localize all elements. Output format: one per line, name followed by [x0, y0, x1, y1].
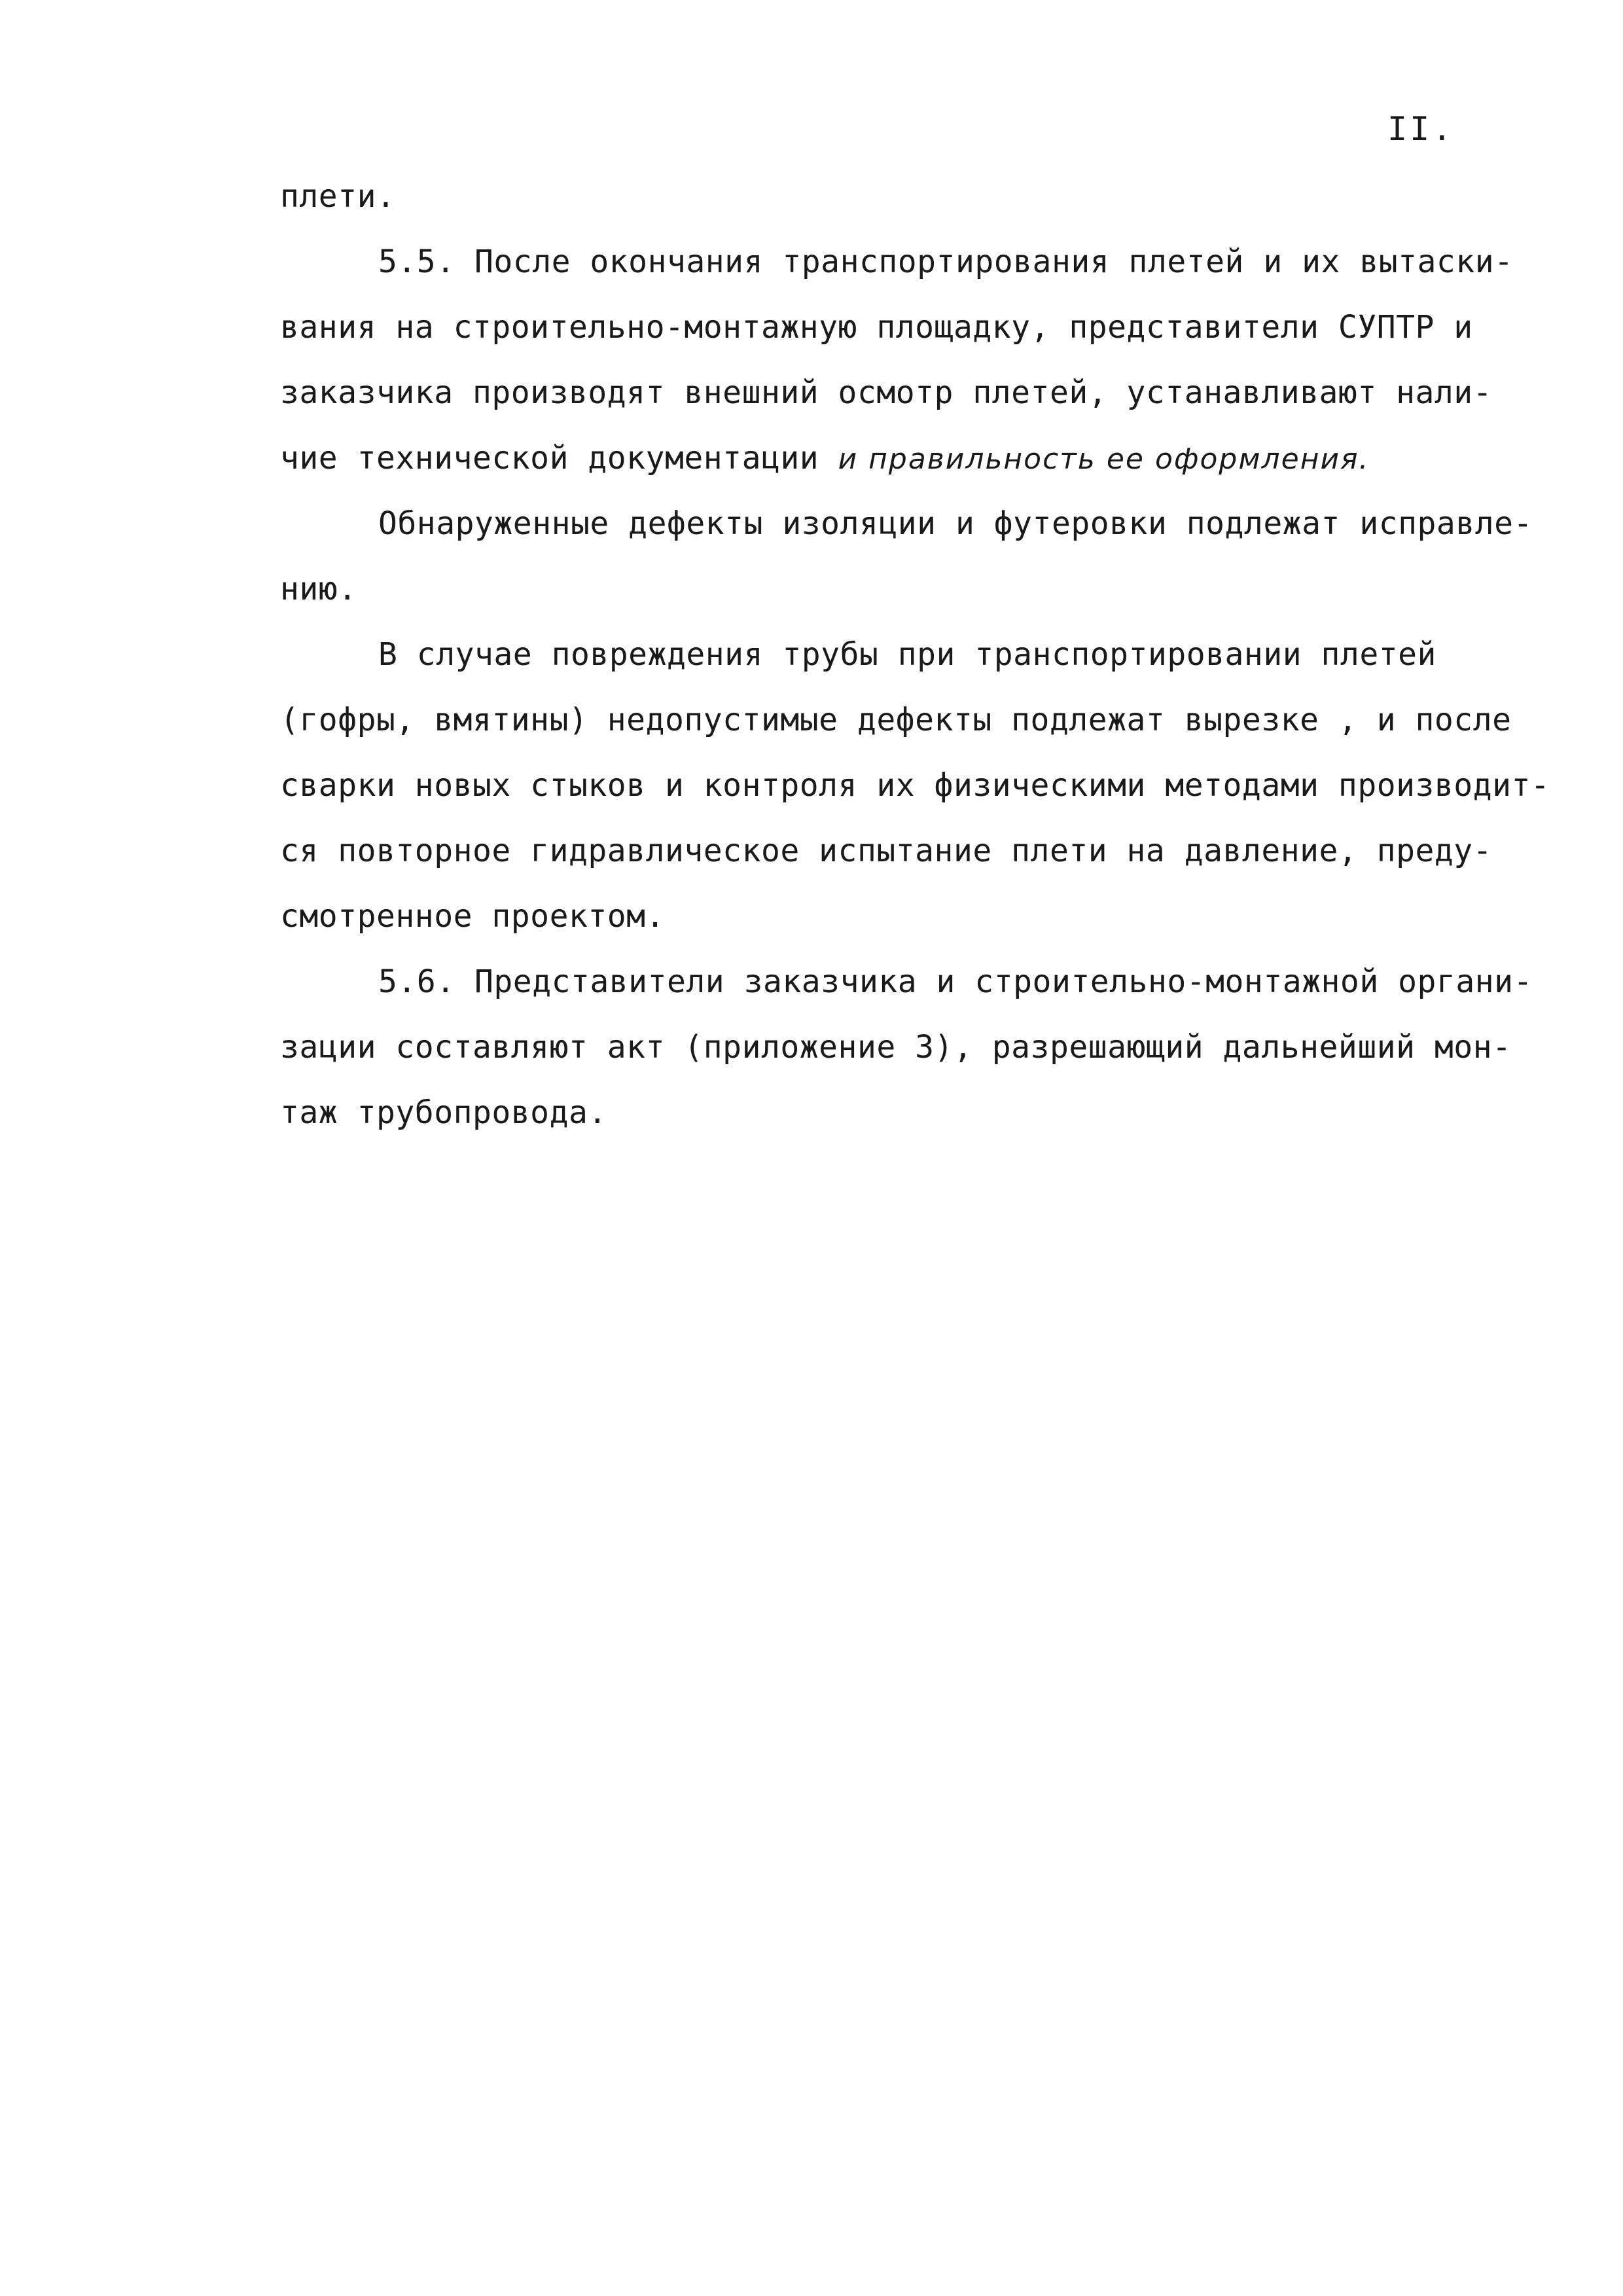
document-body [280, 164, 1576, 1145]
text-line: плети. [280, 178, 396, 215]
paragraph-defects: Обнаруженные дефекты изоляции и футеровки подлежат исправле- [378, 505, 1533, 542]
text-line: вания на строительно-монтажную площадку, представители СУПТР и [280, 309, 1473, 346]
text-line: зации составляют акт (приложение 3), разрешающий дальнейший мон- [280, 1029, 1512, 1066]
text-line: сварки новых стыков и контроля их физическими методами производит- [280, 767, 1550, 804]
text-line: ся повторное гидравлическое испытание плети на давление, преду- [280, 833, 1493, 869]
text-line: (гофры, вмятины) недопустимые дефекты подлежат вырезке , и после [280, 702, 1512, 738]
paragraph-damage: В случае повреждения трубы при транспортировании плетей [378, 636, 1436, 673]
text-line: заказчика производят внешний осмотр плетей, устанавливают нали- [280, 374, 1493, 411]
text-line: таж трубопровода. [280, 1094, 607, 1131]
typed-text: чие технической документации [280, 440, 838, 476]
text-line: нию. [280, 571, 357, 607]
text-line-with-handwriting [280, 425, 1576, 491]
section-5-5-start: 5.5. После окончания транспортирования плетей и их вытаски- [378, 243, 1514, 280]
page-number: II. [1387, 110, 1455, 148]
section-5-6-start: 5.6. Представители заказчика и строительно-монтажной органи- [378, 963, 1533, 1000]
handwritten-addition: и правильность ее оформления. [838, 442, 1370, 476]
text-line: смотренное проектом. [280, 898, 665, 935]
